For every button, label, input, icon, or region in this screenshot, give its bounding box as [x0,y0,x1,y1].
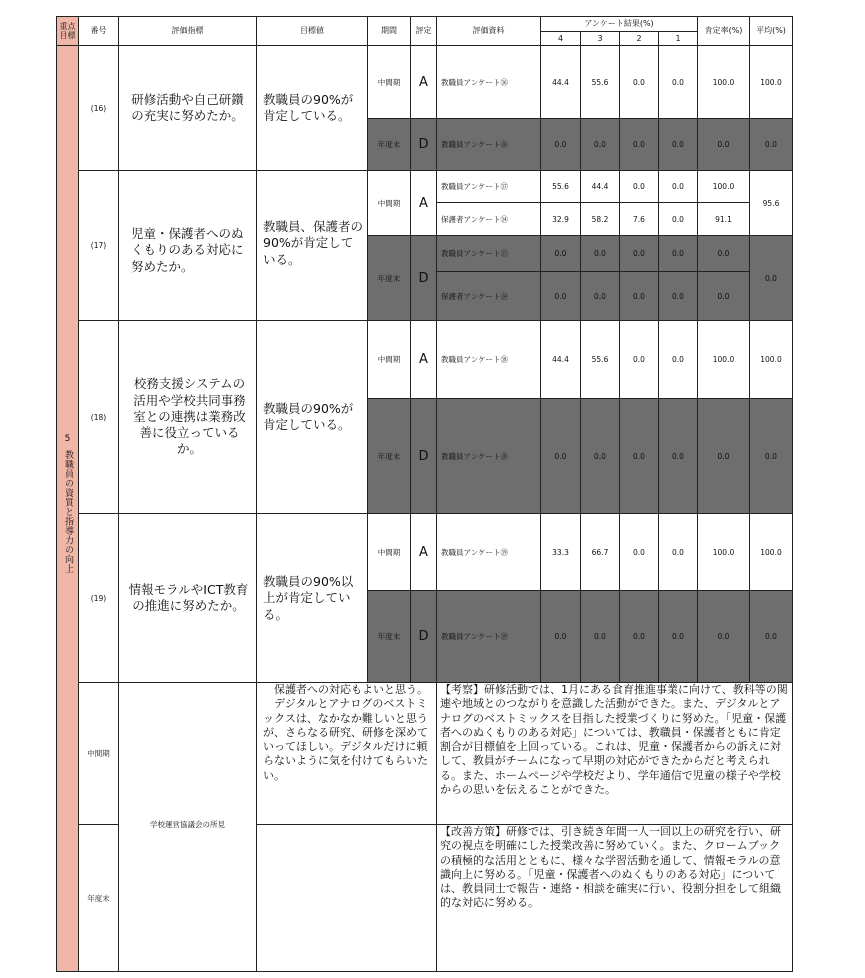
header-period: 期間 [367,16,411,46]
value-score2: 0.0 [619,271,659,321]
header-score1: 1 [658,31,698,46]
grade-label: D [410,235,437,321]
value-score4: 44.4 [540,320,581,399]
council-end-comment [256,824,437,972]
header-goal: 重点 目標 [56,16,79,46]
value-score3: 58.2 [580,202,620,236]
period-label: 年度末 [367,398,411,514]
source-label: 保護者アンケート⑭ [436,202,541,236]
source-label: 教職員アンケート⑰ [436,235,541,272]
value-score3: 55.6 [580,320,620,399]
value-score3: 44.4 [580,170,620,203]
header-indicator: 評価指標 [118,16,257,46]
value-score1: 0.0 [658,320,698,399]
value-average: 0.0 [749,398,793,514]
grade-label: D [410,118,437,171]
value-score4: 0.0 [540,235,581,272]
header-number: 番号 [78,16,119,46]
value-score1: 0.0 [658,118,698,171]
grade-label: A [410,513,437,591]
value-score1: 0.0 [658,590,698,683]
item-number: (19) [78,513,119,683]
grade-label: A [410,320,437,399]
value-score2: 0.0 [619,398,659,514]
value-positive-rate: 0.0 [697,590,750,683]
value-score1: 0.0 [658,45,698,119]
item-target: 教職員の90%が肯定している。 [256,45,368,171]
value-score2: 0.0 [619,118,659,171]
value-positive-rate: 100.0 [697,170,750,203]
header-source: 評価資料 [436,16,541,46]
value-score4: 0.0 [540,118,581,171]
item-number: (17) [78,170,119,321]
council-label: 学校運営協議会の所見 [118,682,257,972]
value-score4: 0.0 [540,271,581,321]
value-positive-rate: 100.0 [697,513,750,591]
council-mid-label: 中間期 [78,682,119,825]
value-positive-rate: 100.0 [697,320,750,399]
item-indicator: 児童・保護者へのぬくもりのある対応に努めたか。 [118,170,257,321]
source-label: 教職員アンケート⑲ [436,590,541,683]
value-score2: 0.0 [619,590,659,683]
header-eval: 評定 [410,16,437,46]
value-average: 95.6 [749,170,793,236]
item-target: 教職員の90%が肯定している。 [256,320,368,514]
item-indicator: 情報モラルやICT教育の推進に努めたか。 [118,513,257,683]
value-score4: 55.6 [540,170,581,203]
value-score2: 7.6 [619,202,659,236]
header-score3: 3 [580,31,620,46]
grade-label: A [410,45,437,119]
value-score3: 0.0 [580,235,620,272]
value-score3: 0.0 [580,590,620,683]
header-score2: 2 [619,31,659,46]
value-score4: 0.0 [540,398,581,514]
header-positive-rate: 肯定率(%) [697,16,750,46]
value-average: 0.0 [749,118,793,171]
value-score4: 0.0 [540,590,581,683]
value-positive-rate: 0.0 [697,271,750,321]
period-label: 年度末 [367,235,411,321]
consideration-text: 【考察】研修活動では、1月にある食育推進事業に向けて、教科等の関連や地域とのつながりを意識した活動ができた。また、デジタルとアナログのベストミックスを目指した授業づくりに努めた。「児童・保護者へのぬくもりのある対応」については、教職員・保護者ともに肯定割合が目標値を上回っている。これは、児童・保護者からの訴えに対して、教員がチームになって早期の対応ができたからだと考えられる。また、ホームページや学校だより、学年通信で児童の様子や学校からの思いを伝えることができた。 [436,682,793,825]
value-score2: 0.0 [619,235,659,272]
value-score3: 66.7 [580,513,620,591]
grade-label: A [410,170,437,236]
item-target: 教職員の90%以上が肯定している。 [256,513,368,683]
period-label: 年度末 [367,118,411,171]
grade-label: D [410,590,437,683]
source-label: 教職員アンケート⑲ [436,513,541,591]
value-score3: 0.0 [580,118,620,171]
value-positive-rate: 91.1 [697,202,750,236]
goal-cell [56,45,79,972]
period-label: 中間期 [367,170,411,236]
value-positive-rate: 0.0 [697,118,750,171]
item-target: 教職員、保護者の90%が肯定している。 [256,170,368,321]
source-label: 教職員アンケート⑯ [436,45,541,119]
source-label: 教職員アンケート⑱ [436,320,541,399]
header-survey: アンケート結果(%) [540,16,698,32]
goal-number: 5 [64,434,71,444]
value-score2: 0.0 [619,320,659,399]
item-number: (16) [78,45,119,171]
period-label: 中間期 [367,320,411,399]
value-score1: 0.0 [658,398,698,514]
header-target: 目標値 [256,16,368,46]
item-indicator: 研修活動や自己研鑽の充実に努めたか。 [118,45,257,171]
value-score1: 0.0 [658,170,698,203]
period-label: 中間期 [367,513,411,591]
goal-title: 教職員の資質と指導力の向上 [63,450,73,574]
value-score1: 0.0 [658,202,698,236]
item-indicator: 校務支援システムの活用や学校共同事務室との連携は業務改善に役立っているか。 [118,320,257,514]
value-average: 0.0 [749,235,793,321]
value-score3: 0.0 [580,398,620,514]
value-average: 0.0 [749,590,793,683]
value-average: 100.0 [749,513,793,591]
value-score3: 0.0 [580,271,620,321]
value-positive-rate: 0.0 [697,235,750,272]
value-score2: 0.0 [619,45,659,119]
value-average: 100.0 [749,320,793,399]
value-score3: 55.6 [580,45,620,119]
value-score4: 32.9 [540,202,581,236]
source-label: 保護者アンケート⑭ [436,271,541,321]
value-score4: 44.4 [540,45,581,119]
value-score1: 0.0 [658,235,698,272]
period-label: 年度末 [367,590,411,683]
period-label: 中間期 [367,45,411,119]
source-label: 教職員アンケート⑱ [436,398,541,514]
council-mid-comment: 保護者への対応もよいと思う。 デジタルとアナログのベストミックスは、なかなか難しいと思うが、さらなる研究、研修を深めていってほしい。デジタルだけに頼らないように気を付けてもらいたい。 [256,682,437,825]
value-score4: 33.3 [540,513,581,591]
header-score4: 4 [540,31,581,46]
source-label: 教職員アンケート⑰ [436,170,541,203]
value-score1: 0.0 [658,271,698,321]
improvement-text: 【改善方策】研修では、引き続き年間一人一回以上の研究を行い、研究の視点を明確にした授業改善に努めていく。また、クロームブックの積極的な活用とともに、様々な学習活動を通して、情報モラルの意識向上に努める。「児童・保護者へのぬくもりのある対応」については、教員同士で報告・連絡・相談を確実に行い、役割分担をして組織的な対応に努める。 [436,824,793,972]
header-average: 平均(%) [749,16,793,46]
value-average: 100.0 [749,45,793,119]
grade-label: D [410,398,437,514]
value-positive-rate: 0.0 [697,398,750,514]
value-score2: 0.0 [619,170,659,203]
source-label: 教職員アンケート⑯ [436,118,541,171]
council-end-label: 年度末 [78,824,119,972]
value-score1: 0.0 [658,513,698,591]
value-score2: 0.0 [619,513,659,591]
value-positive-rate: 100.0 [697,45,750,119]
item-number: (18) [78,320,119,514]
